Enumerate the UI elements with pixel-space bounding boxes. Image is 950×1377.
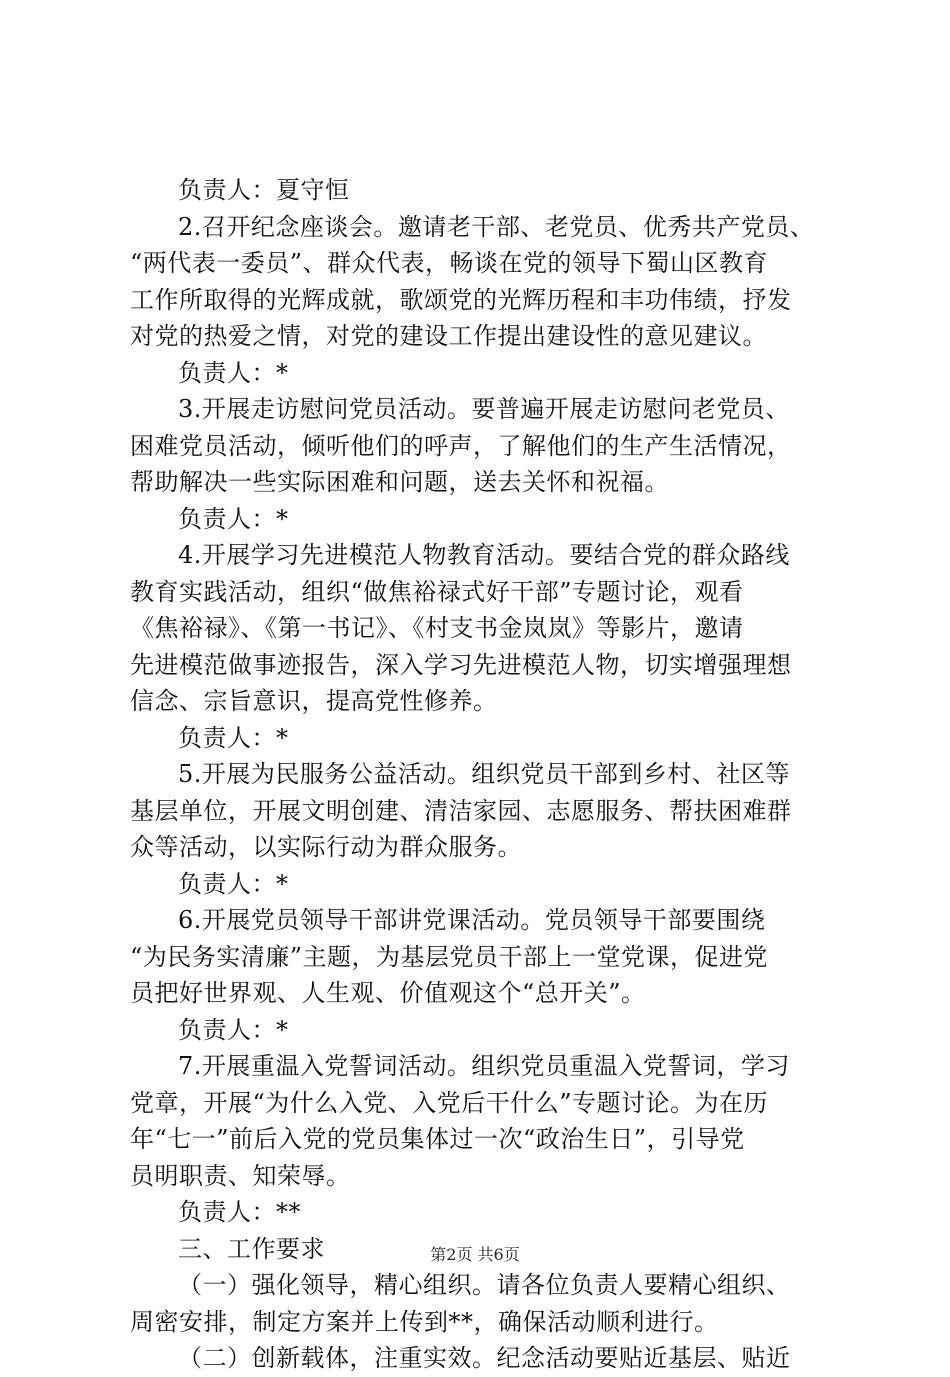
paragraph-line: 员明职责、知荣辱。 — [130, 1161, 351, 1190]
paragraph-line: 先进模范做事迹报告，深入学习先进模范人物，切实增强理想 — [130, 650, 792, 679]
paragraph-line: 教育实践活动，组织“做焦裕禄式好干部”专题讨论，观看 — [130, 577, 744, 606]
paragraph-line: 对党的热爱之情，对党的建设工作提出建设性的意见建议。 — [130, 322, 767, 350]
paragraph-line: 众等活动，以实际行动为群众服务。 — [130, 833, 522, 861]
paragraph-line: “为民务实清廉”主题，为基层党员干部上一堂党课，促进党 — [130, 942, 769, 971]
responsible-line: 负责人：* — [178, 869, 289, 898]
paragraph-line: 党章，开展“为什么入党、入党后干什么”专题讨论。为在历 — [130, 1088, 769, 1117]
paragraph-line: 困难党员活动，倾听他们的呼声，了解他们的生产生活情况， — [130, 431, 792, 460]
paragraph-line: 《焦裕禄》、《第一书记》、《村支书金岚岚》等影片，邀请 — [130, 614, 744, 642]
responsible-line: 负责人：* — [178, 358, 289, 387]
responsible-line: 负责人：* — [178, 723, 289, 752]
paragraph-item-5: 5.开展为民服务公益活动。组织党员干部到乡村、社区等 — [178, 760, 790, 788]
requirement-item-1: （一）强化领导，精心组织。请各位负责人要精心组织、 — [178, 1271, 791, 1299]
page-footer: 第2页 共6页 — [430, 1245, 520, 1264]
paragraph-item-2: 2.召开纪念座谈会。邀请老干部、老党员、优秀共产党员、 — [178, 212, 815, 241]
responsible-line: 负责人：* — [178, 504, 289, 533]
paragraph-item-4: 4.开展学习先进模范人物教育活动。要结合党的群众路线 — [178, 541, 790, 569]
paragraph-line: 周密安排，制定方案并上传到**，确保活动顺利进行。 — [130, 1307, 719, 1336]
paragraph-item-3: 3.开展走访慰问党员活动。要普遍开展走访慰问老党员、 — [178, 395, 790, 423]
responsible-line: 负责人：夏守恒 — [178, 176, 350, 204]
responsible-line: 负责人：* — [178, 1015, 289, 1044]
paragraph-line: 帮助解决一些实际困难和问题，送去关怀和祝福。 — [130, 468, 669, 496]
paragraph-line: 年“七一”前后入党的党员集体过一次“政治生日”，引导党 — [130, 1125, 745, 1153]
responsible-line: 负责人：** — [178, 1198, 301, 1226]
paragraph-item-6: 6.开展党员领导干部讲党课活动。党员领导干部要围绕 — [178, 906, 766, 934]
paragraph-line: “两代表一委员”、群众代表，畅谈在党的领导下蜀山区教育 — [130, 249, 769, 277]
requirement-item-2: （二）创新载体，注重实效。纪念活动要贴近基层、贴近 — [178, 1344, 791, 1372]
document-body — [130, 172, 830, 1377]
paragraph-item-7: 7.开展重温入党誓词活动。组织党员重温入党誓词，学习 — [178, 1052, 790, 1080]
section-heading: 三、工作要求 — [178, 1234, 325, 1263]
paragraph-line: 信念、宗旨意识，提高党性修养。 — [130, 687, 498, 715]
paragraph-line: 工作所取得的光辉成就，歌颂党的光辉历程和丰功伟绩，抒发 — [130, 285, 792, 314]
paragraph-line: 基层单位，开展文明创建、清洁家园、志愿服务、帮扶困难群 — [130, 796, 792, 825]
paragraph-line: 员把好世界观、人生观、价值观这个“总开关”。 — [130, 979, 646, 1007]
